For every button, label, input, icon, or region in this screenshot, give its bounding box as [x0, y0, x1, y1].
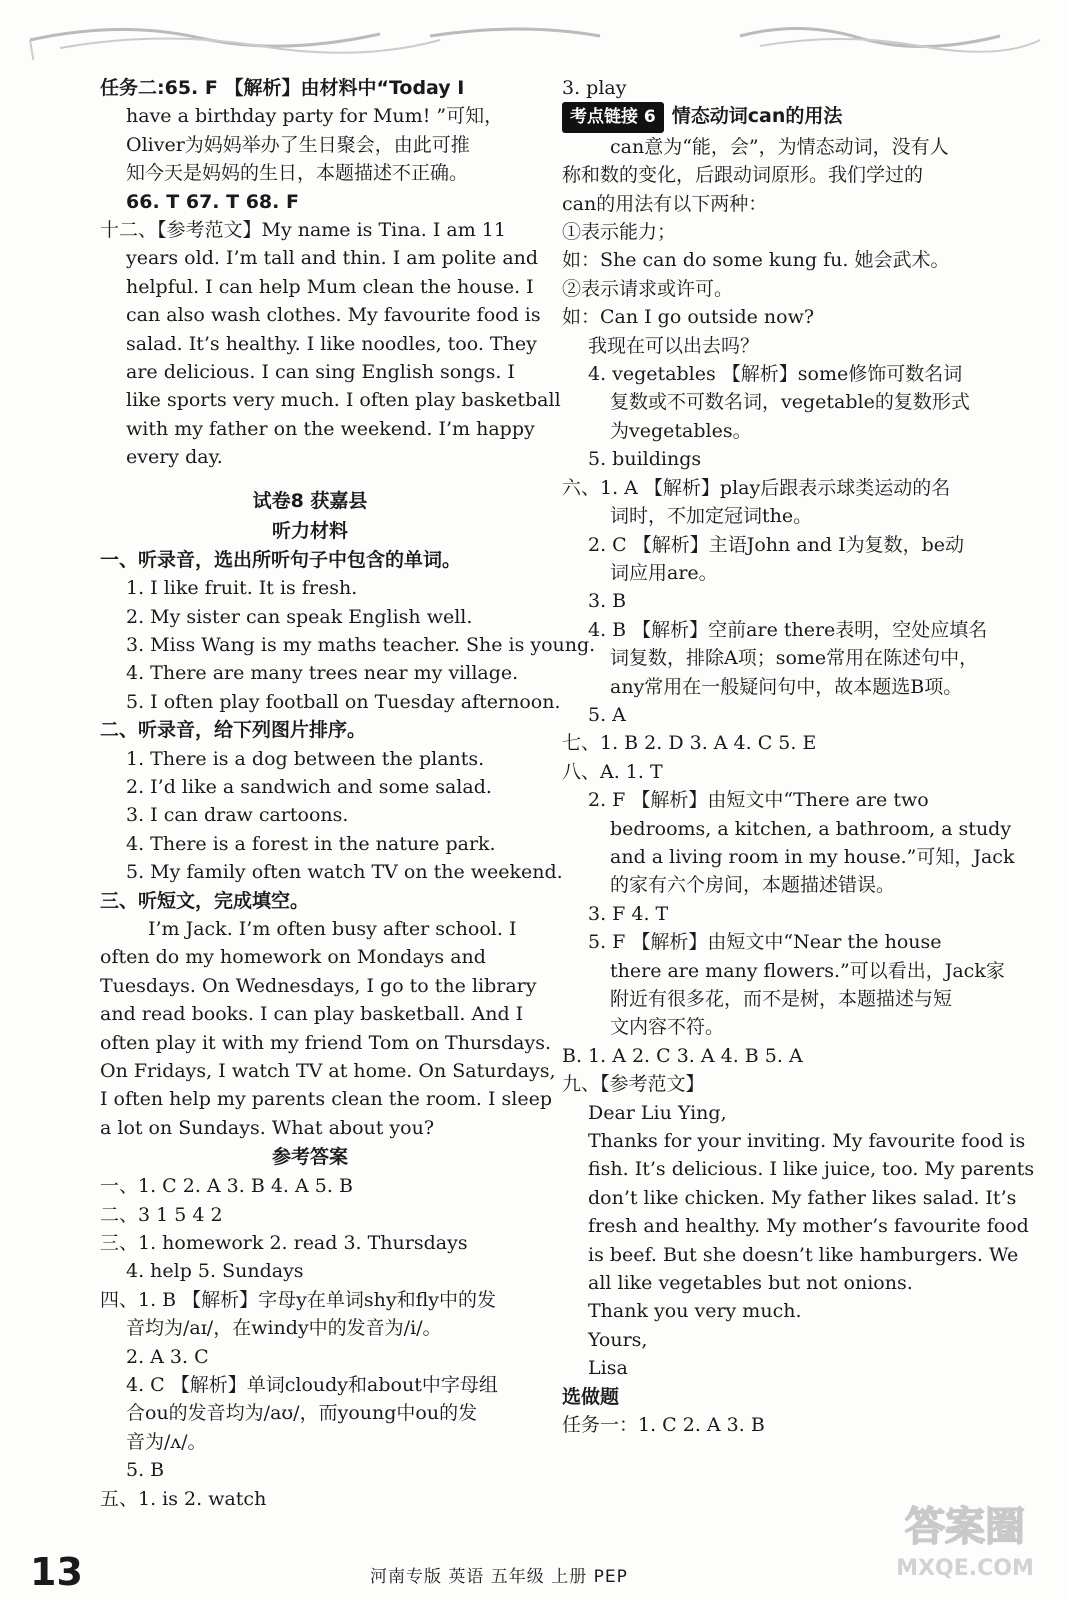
text-line: bedrooms, a kitchen, a bathroom, a study [610, 817, 1012, 840]
knowledge-link-heading [562, 102, 1027, 132]
text-line: 十二、【参考范文】My name is Tina. I am 11 [100, 219, 506, 242]
text-line: Tuesdays. On Wednesdays, I go to the library [100, 974, 537, 997]
text-line: 二、听录音，给下列图片排序。 [100, 719, 367, 742]
header-wave-decoration [0, 0, 1069, 60]
text-line: 如：She can do some kung fu. 她会武术。 [562, 249, 950, 272]
text-line: I’m Jack. I’m often busy after school. I [148, 917, 517, 940]
section-title: 试卷8 获嘉县 [252, 489, 368, 512]
text-line: B. 1. A 2. C 3. A 4. B 5. A [562, 1044, 803, 1067]
text-line: 文内容不符。 [610, 1016, 725, 1039]
spacer [100, 472, 520, 486]
text-line: 2. F 【解析】由短文中“There are two [588, 789, 929, 812]
text-line: 5. I often play football on Tuesday afternoon. [126, 690, 561, 713]
text-line: Thank you very much. [588, 1300, 802, 1323]
text-line: can的用法有以下两种： [562, 192, 768, 215]
text-line: years old. I’m tall and thin. I am polite and [126, 247, 539, 270]
text-line: every day. [126, 446, 223, 469]
knowledge-link-badge: 考点链接 6 [562, 102, 664, 132]
text-line: 4. vegetables 【解析】some修饰可数名词 [588, 363, 963, 386]
text-line: any常用在一般疑问句中，故本题选B项。 [610, 675, 963, 698]
text-line: 4. help 5. Sundays [126, 1260, 304, 1283]
text-line: often play it with my friend Tom on Thursdays. [100, 1031, 552, 1054]
text-line: I often help my parents clean the room. I sleep [100, 1088, 553, 1111]
text-line: 三、1. homework 2. read 3. Thursdays [100, 1232, 468, 1255]
text-line: there are many flowers.”可以看出，Jack家 [610, 959, 1005, 982]
text-line: salad. It’s healthy. I like noodles, too. They [126, 332, 537, 355]
text-line: 任务二:65. F 【解析】由材料中“Today I [100, 77, 465, 99]
text-line: often do my homework on Mondays and [100, 946, 486, 969]
text-line: 1. There is a dog between the plants. [126, 747, 485, 770]
text-line: 5. A [588, 703, 626, 726]
text-line: 5. B [126, 1459, 165, 1482]
text-line: 二、3 1 5 4 2 [100, 1203, 223, 1226]
text-line: 选做题 [562, 1385, 620, 1408]
text-line: 词复数，排除A项；some常用在陈述句中， [610, 647, 979, 670]
text-line: 合ou的发音均为/aʊ/，而young中ou的发 [126, 1402, 478, 1425]
text-line: 3. Miss Wang is my maths teacher. She is young. [126, 633, 596, 656]
text-line: and a living room in my house.”可知，Jack [610, 845, 1015, 868]
text-line: 三、听短文，完成填空。 [100, 889, 310, 912]
text-line: is beef. But she doesn’t like hamburgers. We [588, 1243, 1019, 1266]
text-line: 2. I’d like a sandwich and some salad. [126, 775, 492, 798]
text-line: fish. It’s delicious. I like juice, too. My parents [588, 1158, 1035, 1181]
section-title: 听力材料 [271, 519, 348, 542]
text-line: 知今天是妈妈的生日，本题描述不正确。 [126, 162, 469, 185]
text-line: 2. My sister can speak English well. [126, 605, 473, 628]
text-line: all like vegetables but not onions. [588, 1272, 913, 1295]
text-line: Lisa [588, 1357, 628, 1380]
text-line: Thanks for your inviting. My favourite food is [588, 1130, 1026, 1153]
text-line: 1. I like fruit. It is fresh. [126, 577, 358, 600]
text-line: 四、1. B 【解析】字母y在单词shy和fly中的发 [100, 1288, 497, 1311]
text-line: have a birthday party for Mum! ”可知， [126, 105, 504, 128]
text-line: 4. There is a forest in the nature park. [126, 832, 496, 855]
text-line: Dear Liu Ying, [588, 1101, 727, 1124]
text-line: with my father on the weekend. I’m happy [126, 417, 535, 440]
right-column [562, 74, 1035, 1440]
text-line: 称和数的变化，后跟动词原形。我们学过的 [562, 164, 924, 187]
text-line: 八、A. 1. T [562, 760, 663, 783]
text-line: 5. buildings [588, 448, 702, 471]
text-line: a lot on Sundays. What about you? [100, 1116, 435, 1139]
footer-edition-text: 河南专版 英语 五年级 上册 PEP [370, 1567, 628, 1587]
text-line: 复数或不可数名词，vegetable的复数形式 [610, 391, 970, 414]
text-line: 音为/ʌ/。 [126, 1430, 207, 1453]
text-line: 3. B [588, 590, 627, 613]
text-line: 词时，不加定冠词the。 [610, 505, 813, 528]
text-line: 五、1. is 2. watch [100, 1487, 267, 1510]
text-line: fresh and healthy. My mother’s favourite food [588, 1215, 1029, 1238]
knowledge-link-title: 情态动词can的用法 [671, 105, 843, 128]
page-number: 13 [30, 1550, 83, 1594]
text-line: 5. F 【解析】由短文中“Near the house [588, 931, 942, 954]
text-line: 2. A 3. C [126, 1345, 209, 1368]
watermark-url: MXQE.COM [896, 1556, 1034, 1581]
section-title: 参考答案 [271, 1146, 348, 1169]
text-line: 词应用are。 [610, 561, 718, 584]
text-line: ②表示请求或许可。 [562, 277, 734, 300]
text-line: 为vegetables。 [610, 419, 752, 442]
text-line: 5. My family often watch TV on the weekend. [126, 861, 563, 884]
text-line: 66. T 67. T 68. F [126, 190, 299, 213]
text-line: can意为“能，会”，为情态动词，没有人 [610, 135, 949, 158]
text-line: 一、1. C 2. A 3. B 4. A 5. B [100, 1175, 353, 1198]
text-line: don’t like chicken. My father likes salad. It’s [588, 1186, 1017, 1209]
text-line: Yours, [588, 1328, 648, 1351]
text-line: 七、1. B 2. D 3. A 4. C 5. E [562, 732, 817, 755]
text-line: 4. B 【解析】空前are there表明，空处应填名 [588, 618, 988, 641]
text-line: Oliver为妈妈举办了生日聚会，由此可推 [126, 133, 470, 156]
text-line: 附近有很多花，而不是树，本题描述与短 [610, 988, 953, 1010]
text-line: 如：Can I go outside now? [562, 306, 815, 329]
watermark-text: 答案圈 [905, 1504, 1025, 1550]
watermark-logo [880, 1490, 1050, 1590]
text-line: 4. C 【解析】单词cloudy和about中字母组 [126, 1374, 498, 1397]
text-line: 3. play [562, 77, 627, 99]
text-line: 2. C 【解析】主语John and I为复数，be动 [588, 533, 964, 556]
text-line: 任务一：1. C 2. A 3. B [562, 1414, 765, 1437]
text-line: are delicious. I can sing English songs. I [126, 361, 515, 384]
text-line: and read books. I can play basketball. And I [100, 1003, 524, 1026]
text-line: 六、1. A 【解析】play后跟表示球类运动的名 [562, 476, 951, 499]
text-line: 4. There are many trees near my village. [126, 662, 519, 685]
text-line: 我现在可以出去吗？ [588, 334, 760, 357]
text-line: 3. F 4. T [588, 902, 669, 925]
text-line: 一、听录音，选出所听句子中包含的单词。 [100, 548, 462, 571]
text-line: can also wash clothes. My favourite food is [126, 304, 541, 327]
text-line: 的家有六个房间，本题描述错误。 [610, 874, 896, 897]
text-line: helpful. I can help Mum clean the house. I [126, 275, 534, 298]
text-line: 3. I can draw cartoons. [126, 804, 349, 827]
text-line: 九、【参考范文】 [562, 1073, 705, 1096]
text-line: like sports very much. I often play basketball [126, 389, 561, 412]
text-line: 音均为/aɪ/，在windy中的发音为/i/。 [126, 1317, 442, 1340]
text-line: ①表示能力； [562, 221, 677, 244]
text-line: On Fridays, I watch TV at home. On Saturdays, [100, 1060, 556, 1082]
